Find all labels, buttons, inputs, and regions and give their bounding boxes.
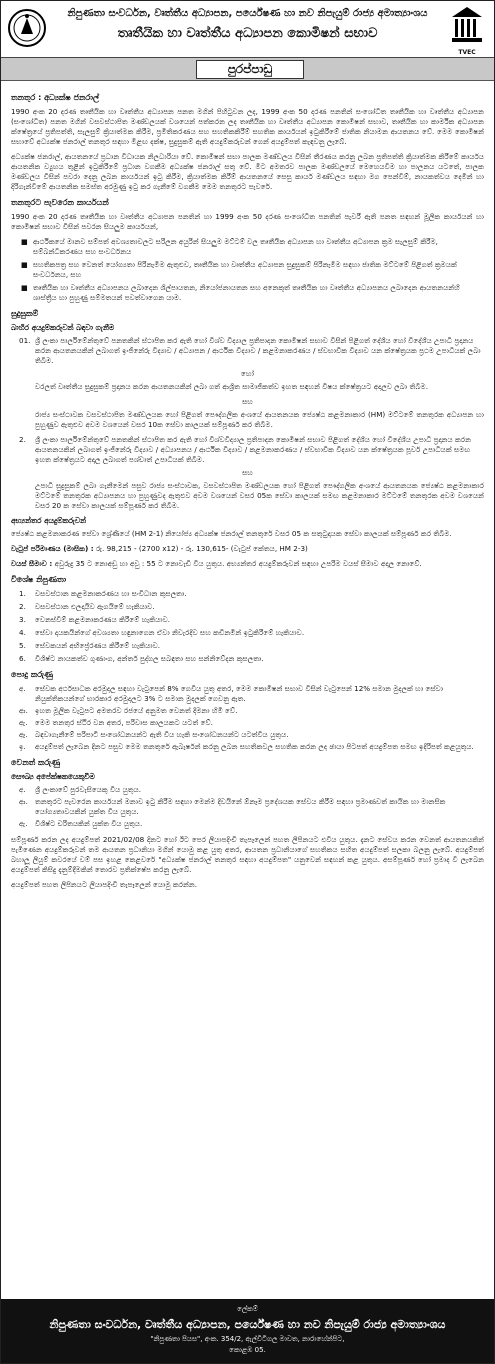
duty-item: ■ තෘතීයික හා වෘත්තීය අධ්‍යාපනය ලබාදෙන ශිල්පායතන, නියෝජනායතන සහ අනෙකුත් තෘතීයික හා වෘත්තීය අධ්‍යාපනය ලබාදෙන ආයතනයන්හි ශාස්ත්‍රීය හා පුහුණු සම්මතයන් පවත්වාගෙන යාම. xyxy=(21,283,460,302)
tvec-logo xyxy=(450,5,484,56)
health-heading: සෞඛ්‍ය අපේක්ෂකයෙකුවීම xyxy=(11,772,95,781)
other-term: ඇ. විශිෂ්ට චරිතයකින් යුක්ත විය යුතුය. xyxy=(19,819,143,828)
other-term: ආ. තනතුරට පැවරෙන කාර්යයන් මනාව ඉටු කිරීම සඳහා මෙන්ම දිවයිනේ ඕනෑම ප්‍රදේශයක සේවය කිරීම සඳහා ප්‍රමාණවත් කායික හා මානසික යෝග්‍යතාවයකින් යුක්ත විය යුතුය. xyxy=(19,797,446,816)
general-term: අ. සේවක අර්ථසාධක අරමුදල සඳහා වැටුපෙන් 8% ගෙවිය යුතු අතර, මෙම කොමිෂන් සභාව විසින් වැටුපෙන් 12% සමාන මුදලක් හා සේවා නියුක්තිකයන්ගේ භාරකාර අරමුදලට 3% ට සමාන මුදලක් ගෙවනු ඇත. xyxy=(19,684,444,703)
tvec-label: TVEC xyxy=(458,49,476,56)
general-term: ආ. ඉහත මූලික වැටුපට අමතරව රජයේ අනුමත වෙනත් දීමනා හිමි වේ. xyxy=(19,706,238,715)
qualification-experience: උපාධි සුදුසුකම් ලබා ගැනීමෙන් පසුව රාජ්‍ය සංස්ථාවක, වසවස්ථාපිත මණ්ඩලයක හෝ පිළිගත් පෞද්ගලික අංශයේ ආයතනයක ජ්‍යෙෂ්ඨ කළමනාකාර මට්ටමේ තනතුරක අධ්‍යාපනය හා පුහුණුවද ඇතුළුව අවම වශයෙන් වසර 05ක සේවා කාලයක් සමඟ කළමනාකාර මට්ටමේ තනතුරක අවම වශයෙන් වසර 20 ක සේවා කාලයක් සම්පූර්ණ කර තිබීම. xyxy=(35,481,484,510)
closing-instruction: අයදුම්පත් පහත ලිපිනයට ලියාපදිංචි තැපෑලෙන් යොමු කරන්න. xyxy=(11,880,197,889)
footer-addressee: ලේකම් xyxy=(237,1305,258,1313)
qualification-alt: වරලත් වෘත්තීය සුදුසුකම් ප්‍රදානය කරන ආයතනයකින් ලබා ගත් ආශ්‍රිත සාමාජිකත්ව ඉහත සඳහන් විෂය ක්ෂේත්‍රයට අදාලව ලබා තිබීම. xyxy=(35,382,428,391)
duties-heading: තනතුරට පැවරෙන කාර්යයන් xyxy=(11,198,109,207)
closing-paragraph: සම්පූර්ණ කරන ලද අයදුම්පත් 2021/02/08 දිනට හෝ ඊට පෙර ලියාපදිංචි තැපෑලෙන් පහත ලිපිනයට එවිය යුතුය. දැනට සේවය කරන වෙනත් ආයතනයකින් පැමිණෙන අයදුම්කරුවන් තම ආයතන ප්‍රධානියා මගින් යොමු කළ යුතු අතර, ආයතන ප්‍රධානියාගේ සහතිකය සහිත අයදුම්පත් සලකා බලනු ලැබේ. අයදුම්පත් බහාලූ ලියුම් කවරයේ වම් පස ඉහළ කෙළවරේ "අධ්‍යක්ෂ ජනරාල් තනතුර සඳහා අයදුම්පත" යනුවෙන් සඳහන් කළ යුතුය. අසම්පූර්ණ හෝ ප්‍රමාද වී ලැබෙන අයදුම්පත් කිසිදු දැනුම්දීමකින් තොරව ප්‍රතික්ෂේප කරනු ලැබේ. xyxy=(11,835,484,874)
other-term: අ. ශ්‍රී ලංකාවේ පුරවැසියෙකු විය යුතුය. xyxy=(19,785,142,794)
advert-header xyxy=(1,1,494,58)
age-line: වයස් සීමාව : අවුරුදු 35 ට නොඅඩු හා අවු : 55 ට නොවැඩි විය යුතුය. අභ්‍යන්තර අයදුම්කරුවන් සඳහා උපරිම වයස් සීමාව අදාල නොවේ. xyxy=(11,559,422,568)
vacancy-heading: පුරප්පාඩු xyxy=(196,60,304,79)
advert-body xyxy=(1,81,494,890)
qualification-experience: රාජ්‍ය සංස්ථාවක වසවස්ථාපිත මණ්ඩලයක හෝ පිළිගත් පෞද්ගලික අංශයේ ආයතනයක ජ්‍යෙෂ්ඨ කළමනාකාර (HM) මට්ටමේ තනතුරක අධ්‍යාපන හා පුහුණුව ඇතුළුව අවම වශයෙන් වසර 10ක සේවා කාලයක් සම්පූර්ණ කර තිබීම. xyxy=(35,410,484,429)
skill-item: 1. වසවස්ථාන කළමනාකරණය හා සංවිධාන කුසලතා. xyxy=(19,589,187,598)
skill-item: 3. වෙනස්වීම් කළමනාකරණය කිරීමේ හැකියාව. xyxy=(19,615,171,624)
skill-item: 5. සේවකයන් අභිප්‍රේරණය කිරීමේ හැකියාව. xyxy=(19,641,161,650)
advert-footer xyxy=(1,1299,494,1363)
general-terms-heading: පොදු කරුණු xyxy=(11,670,54,679)
qualification-item: 2. ශ්‍රී ලංකා පාර්ලිමේන්තුවේ පනතකින් ස්ථාපිත කර ඇති හෝ විශ්වවිද්‍යාල ප්‍රතිපාදන කොමිෂන් සභාව පිළිගත් දේශීය හෝ විදේශීය උපාධි ප්‍රදානය කරන ආයතනයකින් ලබාගත් ඉංජිනේරු විද්‍යාව / අධ්‍යාපනය / ආර්ථික විද්‍යාව / කළමනාකරණය / ස්වභාවික විද්‍යාව යන ක්ෂේත්‍රයක පූර්ව උපාධියක් සමඟ ඉහත ක්ෂේත්‍රයට අදාල ලබාගත් පශ්චාත් උපාධියක් තිබීම. xyxy=(19,435,471,464)
tvec-building-icon xyxy=(450,5,484,45)
position-title: තනතුර : අධ්‍යක්ෂ ජනරාල් xyxy=(11,93,100,102)
intro-paragraph: අධ්‍යක්ෂ ජනරාල්, ආයතනයේ ප්‍රධාන විධායක නිලධාරියා වේ. කොමිෂන් සභා පාලක මණ්ඩලය විසින් තීරණය කරනු ලබන ප්‍රතිපත්ති ක්‍රියාත්මක කිරීමේ කාර්යය ආයතනික ව්‍යුහය තුළින් ඉටුකිරීමේ ප්‍රධාන වගකීම අධ්‍යක්ෂ ජනරාල් සතු වේ. මීට අමතරව පාලක මණ්ඩලයේ මෙහෙයවීම හා පාලනය යටතේ, පාලක මණ්ඩලය විසින් පවරා දෙනු ලබන කාර්යයන් ඉටු කිරීම, ක්‍රියාත්මක කිරීම් ආයතනයේ සෙසු කාර්ය මණ්ඩලය සඳහා මග පෙන්වීම්, නායකත්වය දෙමින් හා දිරිගැන්වීමේ ආයතනික සමස්ත අරමුණු ඉටු කර ගැනීමේ වගකීම මෙම තනතුරට පැවරේ. xyxy=(11,152,484,191)
footer-ministry: නිපුණතා සංවර්ධන, වෘත්තීය අධ්‍යාපන, පර්යේෂණ හා නව නිපැයුම් රාජ්‍ය අමාත්‍යාංශය xyxy=(49,1318,446,1331)
general-term: ඇ. මෙම තනතුර ස්ථිර වන අතර, පරිවාස කාලයකට යටත් වේ. xyxy=(19,718,213,727)
qualification-item: 01. ශ්‍රී ලංකා පාර්ලිමේන්තුවේ පනතකින් ස්ථාපිත කර ඇති හෝ විශ්ව විද්‍යාල ප්‍රතිපාදන කොමිෂන් සභාව විසින් පිළිගත් දේශීය හෝ විදේශීය උපාධි ප්‍රදානය කරන ආයතනයකින් ලබාගත් ඉංජිනේරු විද්‍යාව / අධ්‍යාපන / ආර්ථික විද්‍යාව / කළමනාකරණය / ස්වභාවික විද්‍යාව යන ක්ෂේත්‍රයක ප්‍රථම උපාධියක් ලබා තිබීම. xyxy=(19,336,481,365)
external-applicants-heading: බාහිර අයදුම්කරුවන් බඳවා ගැනීම xyxy=(11,323,115,332)
skill-item: 6. විශිෂ්ට නායකත්ව ගුණාංග, අන්තර් පුද්ගල සබඳතා සහ සන්නිවේදන කුසලතා. xyxy=(19,654,264,663)
general-term: ඉ. අයදුම්පත් ලැබෙන දිනට පසුව මෙම තනතුරේ ඇබැර්ෂන් කරනු ලබන සහතිකවල සහතික කරන ලද ඡායා පිටපත් අයදුම්පත සමඟ ඉදිරිපත් කළයුතුය. xyxy=(19,742,474,751)
and-separator: සහ xyxy=(242,468,253,477)
footer-address-line2: කොළඹ 05. xyxy=(229,1346,266,1354)
special-skills-heading: විශේෂ නිපුණතා xyxy=(11,575,67,584)
internal-applicants-text: ජ්‍යෙෂ්ඨ කළමනාකරණ සේවා ශ්‍රේණියේ (HM 2-1) නියෝජ්‍ය අධ්‍යක්ෂ ජනරාල් තනතුරේ වසර 05 ක සතුටුදායක සේවා කාලයක් සම්පූර්ණ කර තිබීම. xyxy=(11,529,452,538)
duty-item: ■ ආර්ථිකයේ මානව සම්පත් අවශ්‍යතාවලට සරිලන අයුරින් සියලුම මට්ටම් වල තෘතීයික අධ්‍යාපන හා වෘත්තීය අධ්‍යාපන ක්‍රම සැලසුම් කිරීම, සම්බන්ධීකරණය සහ සංවර්ධනය xyxy=(21,237,438,256)
commission-title: තෘතීයික හා වෘත්තීය අධ්‍යාපන කොමිෂන් සභාව xyxy=(117,26,378,41)
vacancy-band xyxy=(1,58,494,81)
skill-item: 2. වසවස්ථාන එලදායිව ඇගයීමේ හැකියාව. xyxy=(19,602,155,611)
sri-lanka-emblem-icon xyxy=(7,6,47,50)
intro-paragraph: 1990 අංක 20 දරණ තෘතීයික හා වෘත්තීය අධ්‍යාපන පනත මගින් පිහිටුවන ලද, 1999 අංක 50 දරණ පනතින් සංශෝධිත තෘතීයික හා වෘත්තීය අධ්‍යාපන (සංශෝධිත) පනත මගින් වසවස්ථාපිත මණ්ඩලයක් වශයෙන් පත්කරන ලද තෘතීයික හා වෘත්තීය අධ්‍යාපන කොමිෂන් සභාව, තෘතීයික හා කාර්මික අධ්‍යාපන ක්ෂේත්‍රයේ ප්‍රතිපත්ති, සැලසුම් ක්‍රියාත්මක කිරීම, ප්‍රමිතිකරණය සහ සහතිකකිරීම් සහතික කාර්යයන් ඉටුකිරීමේ ජාතික නියාමන ආයතනය වේ. මෙම කොමිෂන් සභාවේ අධ්‍යක්ෂ ජනරාල් තනතුර සඳහා මීළඟ දක්ෂ, සුදුසුකම් ඇති අයදුම්කරුවන් ගෙන් අයදුම්පත් කැඳවනු ලැබේ. xyxy=(11,107,484,146)
and-separator: සහ xyxy=(242,397,253,406)
salary-line: වැටුප් පරිමාණය (මාසික) : රු. 98,215 - (2700 x12) - රු. 130,615- (වැටුප් කේතය, HM 2-3) xyxy=(11,544,308,553)
other-terms-heading: වෙනත් කරුණු xyxy=(11,758,61,767)
footer-address-line1: "නිපුණතා පියස", අංක. 354/2, ඇල්විටිගල මාවත, නාරාහේන්පිට, xyxy=(150,1335,345,1343)
duty-item: ■ සහතිකපත්‍ර සහ වෙනත් යෝග්‍යතා පිරිනැමීම ඇතුළුව, තෘතීයික හා වෘත්තීය අධ්‍යාපන සුදුසුකම් පිරිනැමීම සඳහා ජාතික මට්ටමේ පිළිගත් ක්‍රමයක් සංවර්ධනය, සහ xyxy=(21,260,457,279)
duties-intro: 1990 අංක 20 දරණ තෘතීයික හා වෘත්තීය අධ්‍යාපන පනතින් හා 1999 අංක 50 දරණ සංශෝධිත පනතින් පැවරී ඇති පනත සඳහන් මූලික කාර්යයන් හා කොමිෂන් සභාව විසින් පවරන සියලුම කාර්යයන්, xyxy=(11,212,484,231)
internal-applicants-heading: අභ්‍යන්තර අයදුම්කරුවන් xyxy=(11,516,87,525)
or-separator: හෝ xyxy=(241,369,254,378)
qualifications-heading: සුදුසුකම් xyxy=(11,309,39,318)
ministry-title: නිපුණතා සංවර්ධන, වෘත්තීය අධ්‍යාපන, පර්යේෂණ හා නව නිපැයුම් රාජ්‍ය අමාත්‍යාංශය xyxy=(67,8,428,19)
general-term: ඈ. බඳවාගැනීමේ පරිපාටි සංශෝධනයන්ට ඇති විය හැකි සංශෝධනයන්ට යටත්විය යුතුය. xyxy=(19,730,289,739)
skill-item: 4. සේවා දායකයින්ගේ අවශ්‍යතා හඳුනාගෙන ඒවා නිවැරදිව සහ කඩිනමින් ඉටුකිරීමේ හැකියාව. xyxy=(19,628,305,637)
